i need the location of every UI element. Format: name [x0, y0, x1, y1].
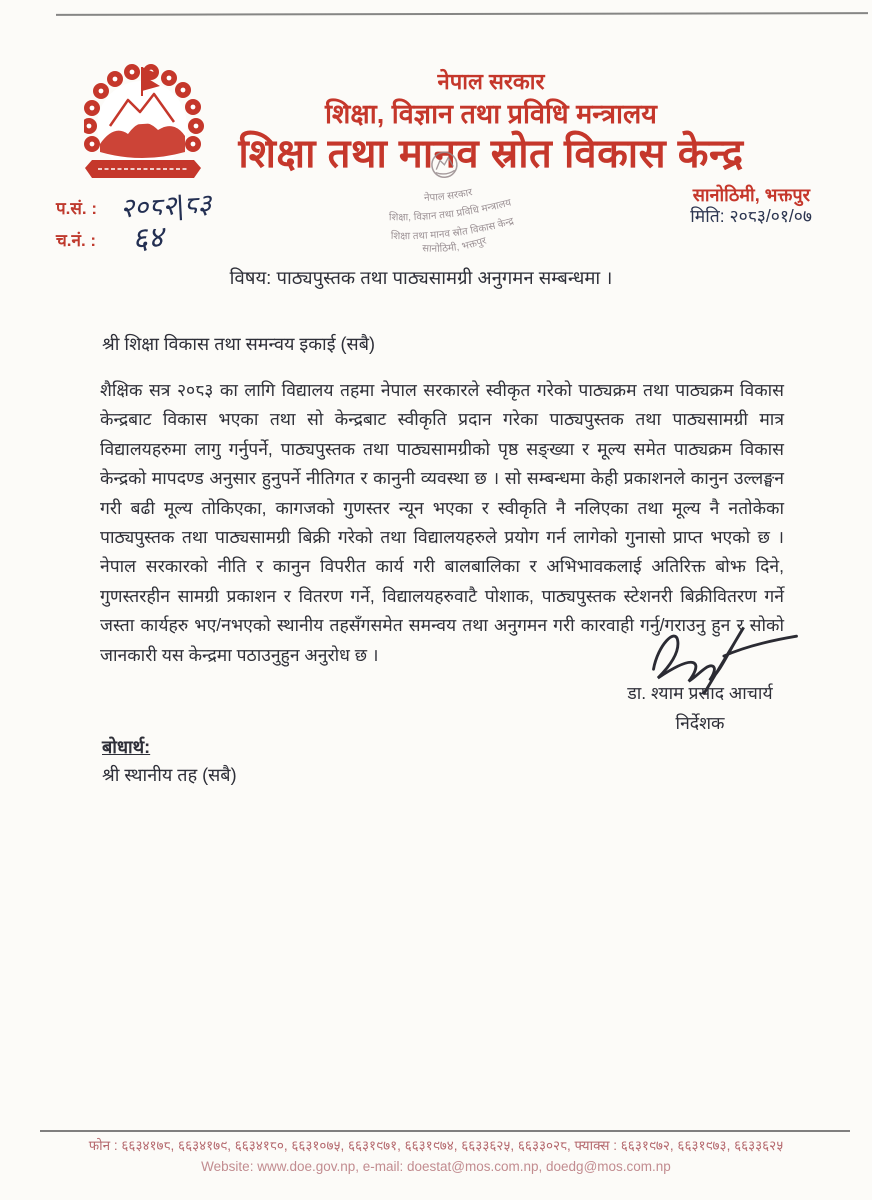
office-place: सानोठिमी, भक्तपुर: [692, 185, 810, 205]
signatory-block: [560, 678, 840, 738]
department-name: शिक्षा तथा मानव स्रोत विकास केन्द्र: [238, 132, 744, 176]
letter-body: शैक्षिक सत्र २०८३ का लागि विद्यालय तहमा नेपाल सरकारले स्वीकृत गरेको पाठ्यक्रम तथा पाठ्यक्रम विकास केन्द्रबाट विकास भएका तथा सो केन्द्रबाट स्वीकृति प्रदान गरेका पाठ्यपुस्तक तथा पाठ्यसामग्री मात्र विद्यालयहरुमा लागु गर्नुपर्ने, पाठ्यपुस्तक तथा पाठ्यसामग्रीको पृष्ठ सङ्ख्या र मूल्य समेत पाठ्यक्रम विकास केन्द्रको मापदण्ड अनुसार हुनुपर्ने नीतिगत र कानुनी व्यवस्था छ । सो सम्बन्धमा केही प्रकाशनले कानुन उल्लङ्घन गरी बढी मूल्य तोकिएका, कागजको गुणस्तर न्यून भएका र स्वीकृति नै नलिएका तथा मूल्य नै नतोकेका पाठ्यपुस्तक तथा पाठ्यसामग्री बिक्री गरेको तथा विद्यालयहरुले प्रयोग गर्न लागेको गुनासो प्राप्त भएको छ । नेपाल सरकारको नीति र कानुन विपरीत कार्य गरी बालबालिका र अभिभावकलाई अतिरिक्त बोझ दिने, गुणस्तरहीन सामग्री प्रकाशन र वितरण गर्ने, विद्यालयहरुवाटै पोशाक, पाठ्यपुस्तक स्टेशनरी बिक्रीवितरण गर्ने जस्ता कार्यहरु भए/नभएको स्थानीय तहसँगसमेत समन्वय तथा अनुगमन गरी कारवाही गर्नु/गराउनु हुन र सोको जानकारी यस केन्द्रमा पठाउनुहुन अनुरोध छ ।: [100, 380, 784, 665]
stamp-line-3: शिक्षा तथा मानव स्रोत विकास केन्द्र: [390, 216, 516, 243]
cc-item: श्री स्थानीय तह (सबै): [102, 765, 237, 785]
signatory-name: डा. श्याम प्रसाद आचार्य: [627, 683, 773, 703]
subject-line: विषय: पाठ्यपुस्तक तथा पाठ्यसामग्री अनुगमन सम्बन्धमा ।: [229, 267, 613, 288]
addressee-line: श्री शिक्षा विकास तथा समन्वय इकाई (सबै): [102, 334, 375, 354]
svg-text:नेपाल सरकार: [423, 185, 475, 205]
ref-number-handwritten: २०८२|८३: [119, 188, 213, 224]
footer-phone-line: फोन : ६६३४१७८, ६६३४१७९, ६६३४१८०, ६६३१०७५, ६६३१९७१, ६६३१९७४, ६६३३६२५, ६६३३०२८, फ्याक्स : ६६३१९७२, ६६३१९७३, ६६३३६२५: [88, 1138, 784, 1153]
dispatch-number-handwritten: ६४: [130, 220, 165, 257]
government-name: नेपाल सरकार: [437, 69, 545, 94]
footer-divider: [40, 1130, 850, 1132]
footer-website-line: Website: www.doe.gov.np, e-mail: doestat@mos.com.np, doedg@mos.com.np: [201, 1159, 671, 1174]
ref-number-label: प.सं. :: [56, 199, 97, 218]
signatory-title: निर्देशक: [675, 713, 725, 733]
stamp-line-4: सानोठिमी, भक्तपुर: [421, 235, 488, 255]
dispatch-number-label: च.नं. :: [56, 231, 97, 250]
scan-artifact-line: [56, 12, 868, 16]
stamp-line-2: शिक्षा, विज्ञान तथा प्रविधि मन्त्रालय: [388, 197, 513, 224]
ministry-name: शिक्षा, विज्ञान तथा प्रविधि मन्त्रालय: [325, 99, 657, 129]
cc-label: बोधार्थ:: [102, 737, 151, 757]
stamp-line-1: नेपाल सरकार: [423, 187, 474, 204]
letter-date: मिति: २०८३/०१/०७: [690, 206, 812, 226]
